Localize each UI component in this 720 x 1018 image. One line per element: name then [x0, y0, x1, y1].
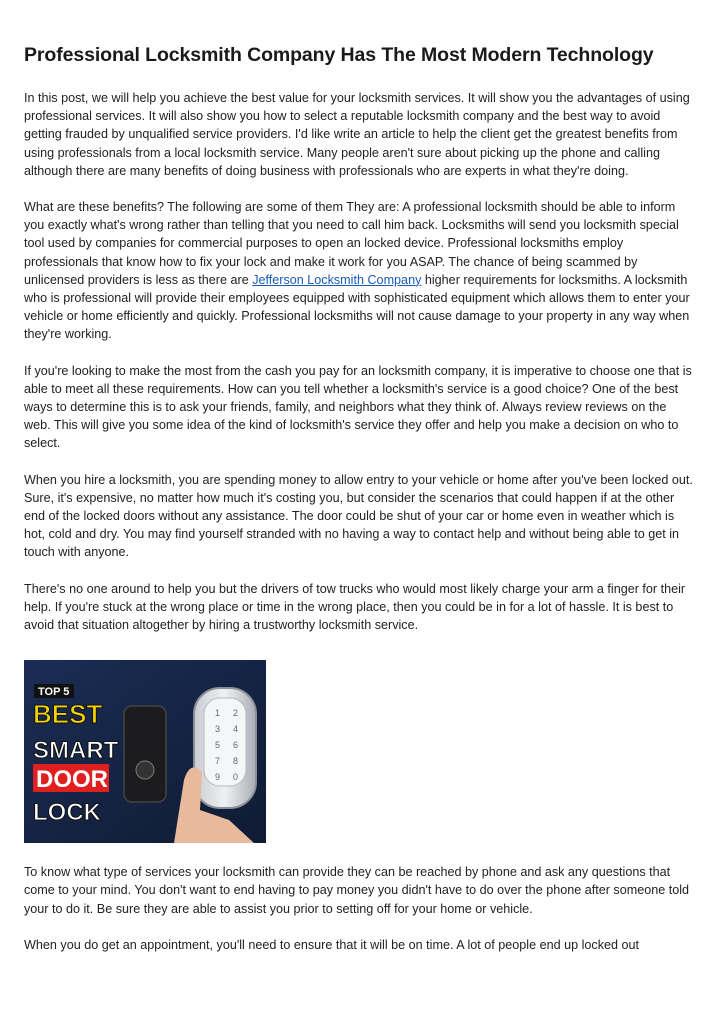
- smart-lock-right-icon: [194, 688, 256, 808]
- paragraph-2: [24, 198, 696, 344]
- badge-door: DOOR: [36, 766, 108, 794]
- keypad-digit: 9: [215, 772, 221, 783]
- keypad-digit: 8: [233, 756, 239, 767]
- keypad-digit: 7: [215, 756, 221, 767]
- paragraph-1: In this post, we will help you achieve the best value for your locksmith services. It will show you the advantages of using professional services. It will also show you how to select a reputable locksmith company and the best way to avoid getting frauded by unqualified service providers. I'd like write an article to help the client get the greatest benefits from using professionals from a local locksmith service. Many people aren't sure about picking up the phone and calling although there are many benefits of doing business with professionals who are experts in what they're doing.: [24, 91, 690, 178]
- keypad-digit: 2: [233, 708, 239, 719]
- keypad-digit: 4: [233, 724, 239, 735]
- paragraph-5: There's no one around to help you but the drivers of tow trucks who would most likely charge your arm a finger for their help. If you're stuck at the wrong place or time in the wrong place, then you could be in for a lot of hassle. It is best to avoid that situation altogether by hiring a trustworthy locksmith service.: [24, 581, 686, 633]
- smart-lock-illustration: [24, 660, 266, 843]
- paragraph-6: To know what type of services your locksmith can provide they can be reached by phone and ask any questions that come to your mind. You don't want to end having to pay money you didn't have to do over the phone after someone told your to do it. Be sure they are able to assist you prior to setting off for your home or vehicle.: [24, 865, 690, 916]
- keypad-digit: 6: [233, 740, 239, 751]
- paragraph-3: If you're looking to make the most from the cash you pay for an locksmith company, it is imperative to choose one that is able to meet all these requirements. How can you tell whether a locksmith's service is a good choice? One of the best ways to determine this is to ask your friends, family, and neighbors what they think of. Always review reviews on the web. This will give you some idea of the kind of locksmith's service they offer and help you make a decision on who to select.: [24, 363, 692, 451]
- badge-smart: SMART: [33, 737, 119, 765]
- keypad-digit: 5: [215, 740, 221, 751]
- paragraph-2-before: What are these benefits? The following are some of them They are: A professional locksmith should be able to inform you exactly what's wrong rather than telling that you need to call him back. Locksmiths will send you locksmith special tool used by companies for commercial purposes to open an locked device. Professional locksmiths employ professionals that know how to fix your lock and make it work for you ASAP. The chance of being scammed by unlicensed providers is less as there are: [24, 200, 679, 287]
- keypad-digit: 0: [233, 772, 239, 783]
- badge-top5: TOP 5: [38, 686, 70, 699]
- article-title: Professional Locksmith Company Has The Most Modern Technology: [24, 44, 654, 66]
- paragraph-2-after: higher requirements for locksmiths. A locksmith who is professional will provide their employees equipped with sophisticated equipment which allows them to enter your vehicle or home efficiently and quickly. Professional locksmiths will not cause damage to your property in any way when they're working.: [24, 272, 690, 342]
- smart-lock-left-icon: [124, 706, 166, 802]
- smart-door-lock-image: [24, 660, 266, 843]
- keypad-digit: 3: [215, 724, 221, 735]
- paragraph-7: When you do get an appointment, you'll need to ensure that it will be on time. A lot of people end up locked out: [24, 937, 640, 952]
- badge-best: BEST: [33, 699, 103, 730]
- paragraph-4: When you hire a locksmith, you are spending money to allow entry to your vehicle or home after you've been locked out. Sure, it's expensive, no matter how much it's costing you, but consider the scenarios that could happen if at the other end of the locked doors without any assistance. The door could be shut of your car or home even in weather which is hot, cold and dry. You may find yourself stranded with no having a way to contact help and without being able to get in touch with anyone.: [24, 472, 693, 560]
- badge-lock: LOCK: [33, 799, 101, 827]
- jefferson-locksmith-link[interactable]: Jefferson Locksmith Company: [252, 272, 422, 287]
- keypad-digit: 1: [215, 708, 221, 719]
